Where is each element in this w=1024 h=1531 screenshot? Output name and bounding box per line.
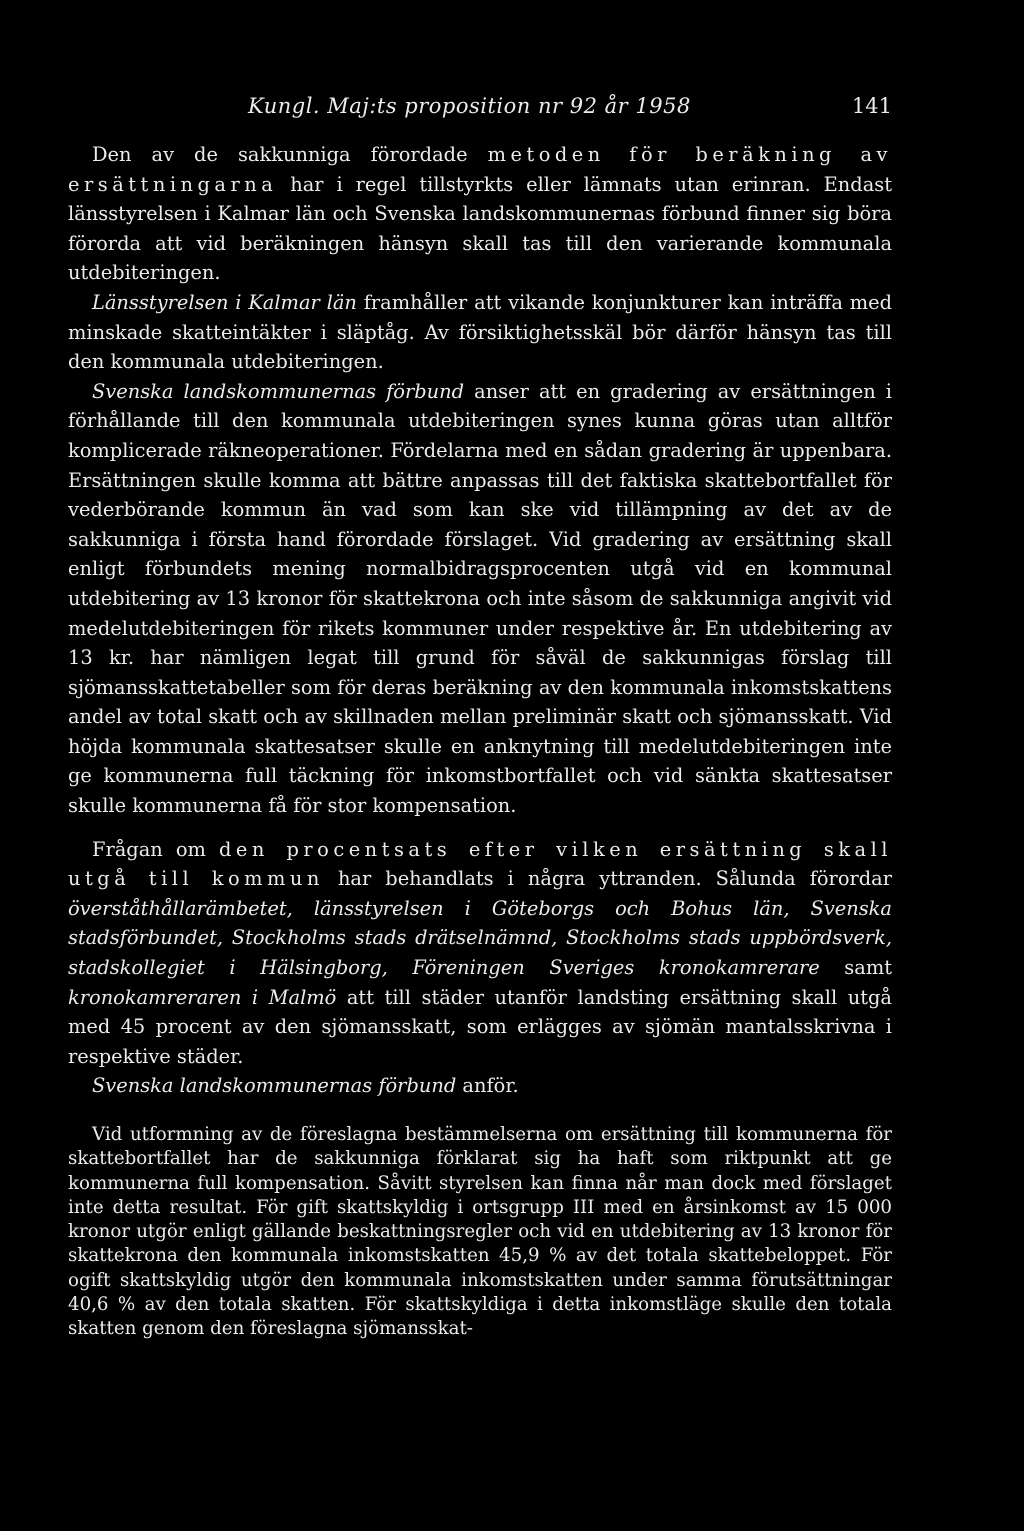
italic-authority: Svenska landskommunernas förbund — [92, 379, 465, 403]
italic-authority: Svenska landskommunernas förbund — [92, 1074, 457, 1098]
text-run: har behandlats i några yttranden. Sålunda förordar — [323, 867, 893, 891]
paragraph-quote: Vid utformning av de föreslagna bestämmelserna om ersättning till kommunerna för skattebortfallet har de sakkunniga förklarat sig ha haft som riktpunkt att ge kommunerna full kompensation. Såvitt styrelsen kan finna når man dock med förslaget inte detta resultat. För gift skattskyldig i ortsgrupp III med en årsinkomst av 15 000 kronor utgör enligt gällande beskattningsregler och vid en utdebitering av 13 kronor för skattekrona den kommunala inkomstskatten 45,9 % av det totala skattebeloppet. För ogift skattskyldig utgör den kommunala inkomstskatten under samma förutsättningar 40,6 % av den totala skatten. För skattskyldiga i detta inkomstläge skulle den totala skatten genom den föreslagna sjömansskat- — [68, 1124, 892, 1340]
paragraph-landskommunernas-forbund — [68, 377, 892, 821]
text-run: Frågan om — [92, 837, 220, 861]
page-number: 141 — [851, 94, 892, 118]
text-run: har i regel tillstyrkts eller lämnats utan erinran. Endast länsstyrelsen i Kalmar län och Svenska landskommunernas förbund finner sig böra förorda att vid beräkningen hänsyn skall tas till den varierande kommunala utdebiteringen. — [68, 172, 892, 285]
italic-authority: Länsstyrelsen i Kalmar län — [92, 290, 357, 314]
running-header — [68, 94, 892, 118]
italic-authorities: överståthållarämbetet, länsstyrelsen i Göteborgs och Bohus län, Svenska stadsförbundet, Stockholms stads drätselnämnd, Stockholms stads uppbördsverk, stadskollegiet i Hälsingborg, Föreningen Sveriges kronokamrerare — [68, 896, 892, 980]
quoted-statement — [68, 1123, 892, 1342]
spaced-emphasis: metoden för beräkning av ersättningarna — [68, 143, 893, 196]
text-run: anser att en gradering av ersättningen i förhållande till den kommunala utdebiteringen synes kunna göras utan alltför komplicerade räkneoperationer. Fördelarna med en sådan gradering är uppenbara. Ersättningen skulle komma att bättre anpassas till det faktiska skattebortfallet för vederbörande kommun än vad som kan ske vid tillämpning av det av de sakkunniga i första hand förordade förslaget. Vid gradering av ersättning skall enligt förbundets mening normalbidragsprocenten utgå vid en kommunal utdebitering av 13 kronor för skattekrona och inte såsom de sakkunniga angivit vid medelutdebiteringen för rikets kommuner under respektive år. En utdebitering av 13 kr. har nämligen legat till grund för såväl de sakkunnigas förslag till sjömansskattetabeller som för deras beräkning av den kommunala inkomstskattens andel av total skatt och av skillnaden mellan preliminär skatt och sjömansskatt. Vid höjda kommunala skattesatser skulle en anknytning till medelutdebiteringen inte ge kommunerna full täckning för inkomstbortfallet och vid sänkta skattesatser skulle kommunerna få för stor kompensation. — [68, 379, 892, 818]
text-run: att till städer utanför landsting ersättning skall utgå med 45 procent av den sjömansskatt, som erlägges av sjömän mantalsskrivna i respektive städer. — [68, 985, 892, 1068]
text-run: anför. — [456, 1074, 519, 1098]
paragraph-procentsats — [68, 835, 892, 1072]
paragraph-lansstyrelsen-kalmar — [68, 288, 892, 377]
spaced-emphasis: den procentsats efter vilken ersättning skall utgå till kommun — [68, 837, 892, 891]
paragraph-anfor — [68, 1071, 892, 1101]
text-run: Den av de sakkunniga förordade — [92, 143, 488, 166]
italic-authority: kronokamreraren i Malmö — [68, 985, 337, 1009]
text-run: framhåller att vikande konjunkturer kan inträffa med minskade skatteintäkter i släptåg. Av försiktighetsskäl bör därför hänsyn tas till den kommunala utdebiteringen. — [68, 290, 892, 374]
header-title: Kungl. Maj:ts proposition nr 92 år 1958 — [248, 94, 691, 118]
document-page — [68, 94, 892, 1342]
text-run: samt — [819, 956, 892, 980]
paragraph-method — [68, 140, 892, 288]
